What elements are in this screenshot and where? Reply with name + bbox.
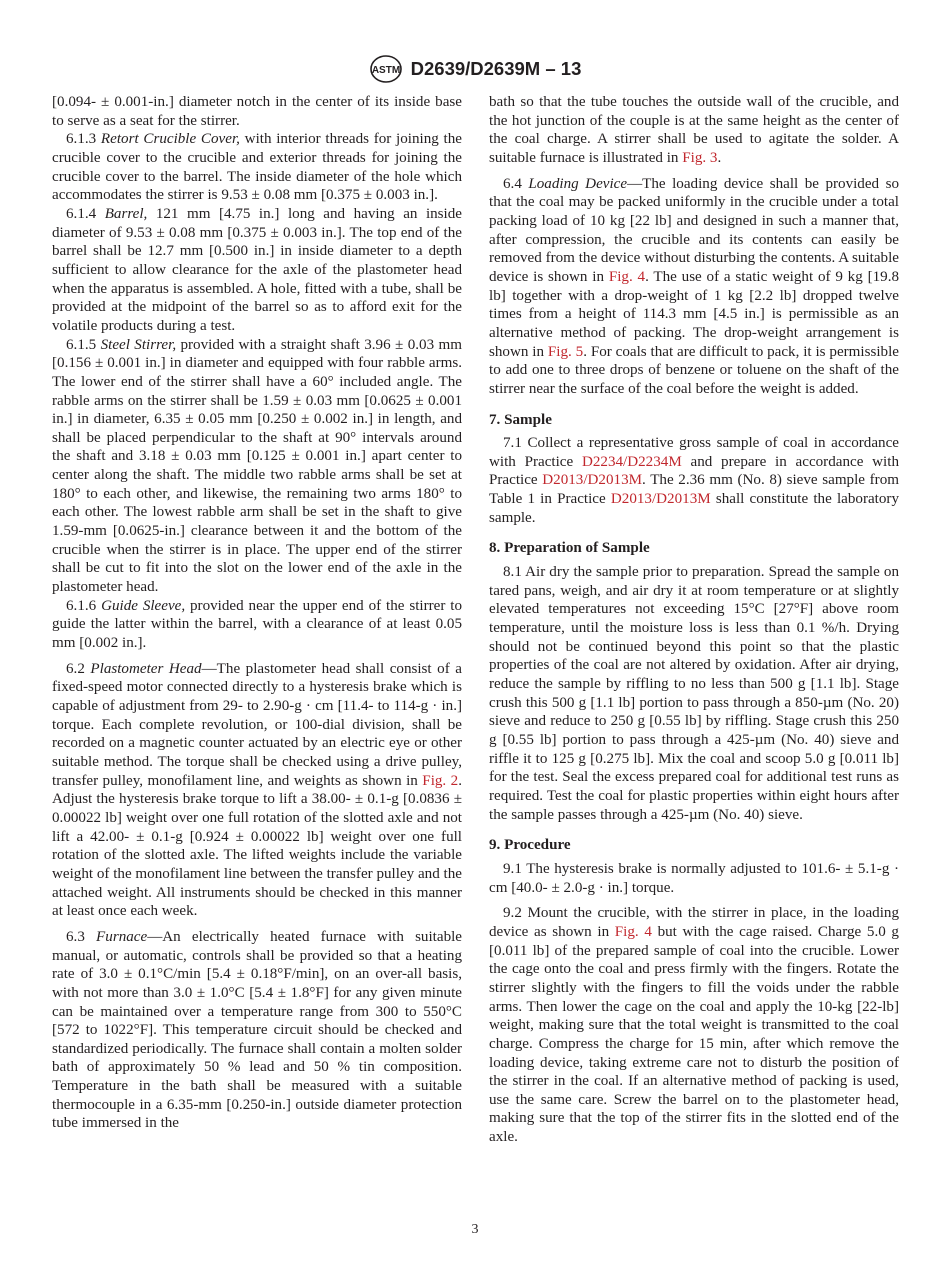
italic-term: Loading Device xyxy=(528,175,628,192)
italic-term: Steel Stirrer, xyxy=(100,336,177,353)
text-run: 9.1 The hysteresis brake is normally adjusted to 101.6- ± 5.1-g · cm [40.0- ± 2.0-g · in.] torque. xyxy=(489,860,899,896)
text-run: —The plastometer head shall consist of a fixed-speed motor connected directly to a hysteresis brake which is capable of adjustment from 29- to 2.90-g · cm [11.4- to 114-g · in.] torque. Each complete revolution, or 100-dial division, shall be recorded on a magnetic counter actuated by an electric eye or other suitable method. The torque shall be checked using a drive pulley, transfer pulley, monofilament line, and weights as shown in xyxy=(52,660,462,789)
section-heading xyxy=(489,411,899,430)
text-run: 9.2 Mount the crucible, with the stirrer in place, in the loading device as shown in xyxy=(489,905,899,940)
paragraph xyxy=(489,93,899,168)
text-run: provided with a straight shaft 3.96 ± 0.03 mm [0.156 ± 0.001 in.] in diameter and equipped with four rabble arms. The lower end of the stirrer shall have a 60° included angle. The rabble arms on the stirrer shall be 1.59 ± 0.03 mm [0.0625 ± 0.001 in.] in diameter, 6.35 ± 0.05 mm [0.250 ± 0.002 in.] in length, and shall be placed perpendicular to the shaft at 90° intervals around the shaft and 3.18 ± 0.03 mm [0.125 ± 0.001 in.] apart center to center along the shaft. The middle two rabble arms shall be set at 180° to each other, and likewise, the remaining two arms 180° to each other. The lowest rabble arm shall be set in the shaft to give 1.59-mm [0.0625-in.] clearance between it and the bottom of the crucible when the stirrer is in place. The upper end of the stirrer shall be cut to fit into the slot on the lower end of the axle in the plastometer head. xyxy=(52,336,462,596)
section-heading xyxy=(489,539,899,558)
left-column xyxy=(52,93,462,1133)
paragraph xyxy=(52,660,462,921)
text-run: 6.1.6 xyxy=(66,597,102,614)
reference-link[interactable]: D2013/D2013M xyxy=(542,472,643,489)
text-run: 8.1 Air dry the sample prior to preparation. Spread the sample on tared pans, weigh, and air dry it at room temperature or at slightly elevated temperatures not exceeding 15°C [27°F] above room temperature, until the moisture loss is less than 0.1 %/h. Drying should not be continued beyond this point so that the plastic properties of the coal are not altered by oxidation. After air drying, reduce the sample by riffling to no less than 500 g [1.1 lb]. Stage crush this 500 g [1.1 lb] portion to pass through a 850-µm (No. 20) sieve and reduce to 250 g [0.55 lb] by riffling. Stage crush this 250 g [0.55 lb] portion to pass through a 425-µm (No. 40) sieve and riffle it to 125 g [0.275 lb]. Mix the coal and scoop 5.0 g [0.011 lb] for the test. Seal the excess prepared coal for additional test runs as required. Test the coal for plastic properties within eight hours after the sample passes through a 425-µm (No. 40) sieve. xyxy=(489,564,899,823)
paragraph xyxy=(489,434,899,527)
paragraph xyxy=(52,336,462,597)
text-run: 6.4 xyxy=(503,175,529,192)
text-run: bath so that the tube touches the outside wall of the crucible, and the hot junction of the couple is at the same height as the center of the coal charge. A stirrer shall be used to agitate the solder. A suitable furnace is illustrated in xyxy=(489,94,899,166)
text-run: . xyxy=(717,149,722,166)
svg-text:ASTM: ASTM xyxy=(371,65,400,76)
italic-term: Furnace xyxy=(96,928,148,945)
paragraph xyxy=(489,904,899,1147)
text-run: . The use of a static weight of 9 kg [19.8 lb] together with a drop-weight of 1 kg [2.2 lb] dropped twelve times from a height of 114.3 mm [4.5 in.] is permissible as an alternative method of packing. The drop-weight arrangement is shown in xyxy=(489,268,900,360)
text-run: 9. Procedure xyxy=(489,837,571,854)
text-run: —The loading device shall be provided so that the coal may be packed uniformly in the crucible under a total packing load of 10 kg [22 lb] and designed in such a manner that, after compression, the crucible and its contents can easily be removed from the device without disturbing the contents. A suitable device is shown in xyxy=(489,175,900,285)
italic-term: Guide Sleeve, xyxy=(101,597,186,614)
text-run: with interior threads for joining the crucible cover to the crucible and exterior threads for joining the crucible cover to the barrel. The inside diameter of the hole which accommodates the stirrer is 9.53 ± 0.08 mm [0.375 ± 0.003 in.]. xyxy=(52,131,462,204)
text-run: 6.1.5 xyxy=(66,336,101,353)
text-run: 6.1.4 xyxy=(66,205,105,222)
paragraph xyxy=(52,93,462,130)
text-run: 6.3 xyxy=(66,928,97,945)
text-run: [0.094- ± 0.001-in.] diameter notch in the center of its inside base to serve as a seat for the stirrer. xyxy=(52,94,462,129)
italic-term: Retort Crucible Cover, xyxy=(100,131,240,148)
text-run: 7. Sample xyxy=(489,411,552,428)
italic-term: Plastometer Head xyxy=(90,660,202,677)
astm-logo-icon xyxy=(369,54,403,84)
paragraph xyxy=(52,205,462,336)
text-run: 121 mm [4.75 in.] long and having an inside diameter of 9.53 ± 0.08 mm [0.375 ± 0.003 in.]. The top end of the barrel shall be 12.7 mm [0.500 in.] in inside diameter to a depth sufficient to allow clearance for the axle of the plastometer head when the apparatus is assembled. A hole, fitted with a tube, shall be provided at the midpoint of the barrel so as to afford exit for the volatile products during a test. xyxy=(52,205,462,334)
text-run: . For coals that are difficult to pack, it is permissible to add one to three drops of benzene or toluene on the shaft of the stirrer near the surface of the coal before the weight is added. xyxy=(489,343,899,397)
text-run: 8. Preparation of Sample xyxy=(489,540,650,557)
reference-link[interactable]: Fig. 4 xyxy=(608,268,646,285)
section-heading xyxy=(489,836,899,855)
paragraph xyxy=(489,563,899,824)
italic-term: Barrel, xyxy=(104,205,148,222)
text-run: 6.2 xyxy=(66,660,91,677)
text-run: provided near the upper end of the stirrer to guide the latter within the barrel, with a clearance of at least 0.05 mm [0.002 in.]. xyxy=(52,597,462,652)
reference-link[interactable]: Fig. 2 xyxy=(422,772,459,789)
text-run: . The 2.36 mm (No. 8) sieve sample from Table 1 in Practice xyxy=(489,472,899,508)
text-run: 6.1.3 xyxy=(66,131,101,148)
text-run: and prepare in accordance with Practice xyxy=(489,453,899,489)
paragraph xyxy=(489,175,899,399)
text-run: 7.1 Collect a representative gross sample of coal in accordance with Practice xyxy=(489,435,899,470)
page-header xyxy=(0,54,950,84)
reference-link[interactable]: Fig. 3 xyxy=(682,149,718,166)
paragraph xyxy=(489,860,899,897)
text-run: —An electrically heated furnace with suitable manual, or automatic, controls shall be provided so that a heating rate of 3.0 ± 0.1°C/min [5.4 ± 0.18°F/min], on an over-all basis, with not more than 3.0 ± 1.0°C [5.4 ± 1.8°F] for any given minute can be maintained over a temperature range from 300 to 550°C [572 to 1022°F]. This temperature circuit should be checked and standardized periodically. The furnace shall contain a molten solder bath of approximately 50 % lead and 50 % tin composition. Temperature in the bath shall be measured with a suitable thermocouple in a 6.35-mm [0.250-in.] outside diameter protection tube immersed in the xyxy=(52,928,463,1132)
text-run: but with the cage raised. Charge 5.0 g [0.011 lb] of the prepared sample of coal into the crucible. Lower the cage onto the coal and press firmly with the fingers. Rotate the stirrer slightly with the fingers to fill the voids under the rabble arms. Then lower the cage on the coal and apply the 10-kg [22-lb] weight, making sure that the total weight is transmitted to the coal charge. Compress the charge for 15 min, after which remove the loading device, taking extreme care not to disturb the position of the stirrer in the coal. If an alternative method of packing is used, use the same care. Screw the barrel on to the plastometer head, making sure that the top of the stirrer fits in the slotted end of the axle. xyxy=(489,923,899,1146)
reference-link[interactable]: Fig. 5 xyxy=(547,343,584,360)
reference-link[interactable]: D2013/D2013M xyxy=(610,491,711,508)
right-column xyxy=(489,93,899,1147)
paragraph xyxy=(52,928,462,1133)
text-run: shall constitute the laboratory sample. xyxy=(489,491,899,526)
paragraph xyxy=(52,130,462,205)
document-id: D2639/D2639M – 13 xyxy=(410,58,582,79)
text-run: . Adjust the hysteresis brake torque to lift a 38.00- ± 0.1-g [0.0836 ± 0.00022 lb] weight over one full rotation of the slotted axle and not lift a 42.00- ± 0.1-g [0.924 ± 0.00022 lb] weight over one full rotation of the slotted axle. The lifted weights include the variable weight of the monofilament line between the transfer pulley and the attached weight. All instruments should be checked in this manner at least once each week. xyxy=(52,772,462,920)
page-number: 3 xyxy=(471,1222,479,1237)
paragraph xyxy=(52,597,462,653)
reference-link[interactable]: D2234/D2234M xyxy=(581,453,682,470)
reference-link[interactable]: Fig. 4 xyxy=(614,923,652,940)
